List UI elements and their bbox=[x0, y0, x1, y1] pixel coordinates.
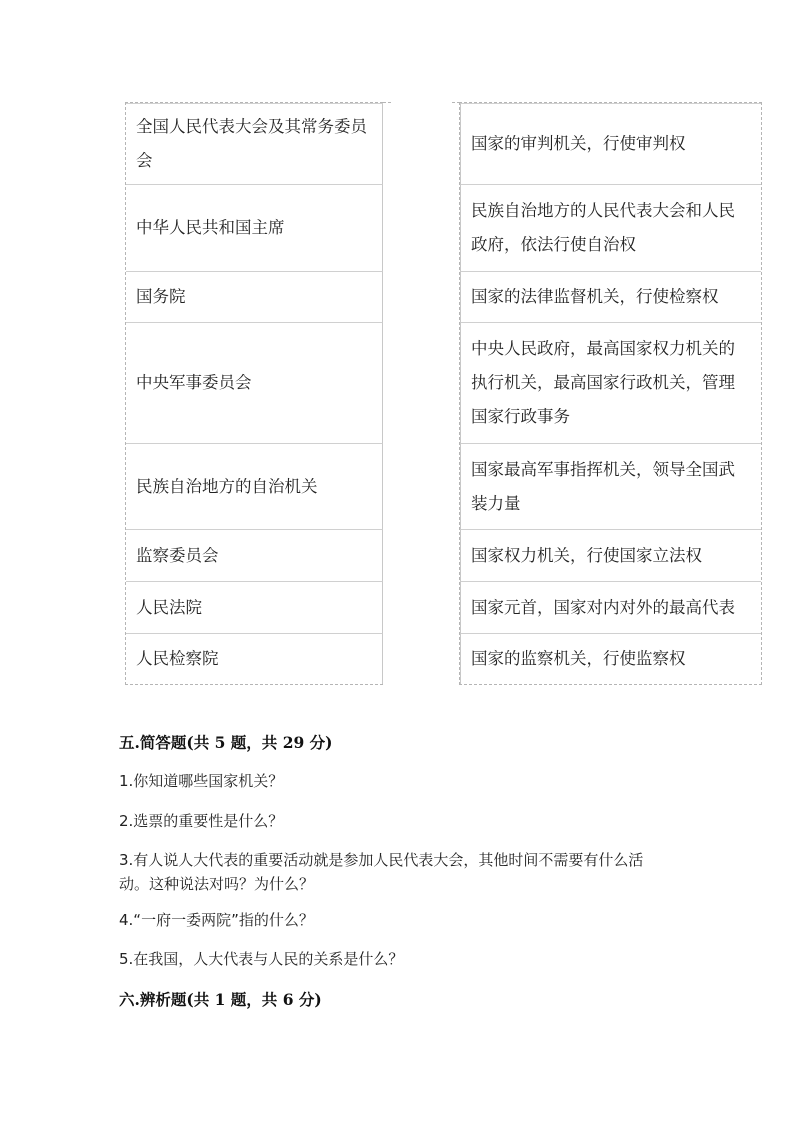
left-cell-1: 全国人民代表大会及其常务委员会 bbox=[126, 103, 383, 184]
table-edge-tick bbox=[452, 102, 460, 103]
table-edge-tick bbox=[383, 102, 391, 103]
match-table-left bbox=[125, 102, 383, 685]
section-5-heading: 五.简答题(共 5 题，共 29 分) bbox=[119, 733, 333, 752]
question-1: 1.你知道哪些国家机关？ bbox=[119, 772, 284, 790]
left-cell-7: 人民法院 bbox=[126, 581, 383, 633]
left-cell-3: 国务院 bbox=[126, 271, 383, 322]
left-cell-8: 人民检察院 bbox=[126, 633, 383, 684]
section-6-heading: 六.辨析题(共 1 题，共 6 分) bbox=[119, 990, 322, 1009]
left-cell-2: 中华人民共和国主席 bbox=[126, 184, 383, 271]
right-cell-8: 国家的监察机关，行使监察权 bbox=[460, 633, 761, 684]
left-cell-5: 民族自治地方的自治机关 bbox=[126, 443, 383, 529]
question-5: 5.在我国，人大代表与人民的关系是什么？ bbox=[119, 950, 404, 968]
right-cell-6: 国家权力机关，行使国家立法权 bbox=[460, 529, 761, 581]
match-table-right bbox=[459, 102, 762, 685]
question-3: 3.有人说人大代表的重要活动就是参加人民代表大会，其他时间不需要有什么活动。这种说法对吗？为什么？ bbox=[119, 851, 644, 893]
left-cell-6: 监察委员会 bbox=[126, 529, 383, 581]
right-cell-1: 国家的审判机关，行使审判权 bbox=[460, 103, 761, 184]
left-cell-4: 中央军事委员会 bbox=[126, 322, 383, 443]
right-cell-2: 民族自治地方的人民代表大会和人民政府，依法行使自治权 bbox=[460, 184, 761, 271]
right-cell-4: 中央人民政府，最高国家权力机关的执行机关，最高国家行政机关，管理国家行政事务 bbox=[460, 322, 761, 443]
question-4: 4.“一府一委两院”指的什么？ bbox=[119, 911, 314, 929]
right-cell-3: 国家的法律监督机关，行使检察权 bbox=[460, 271, 761, 322]
right-cell-7: 国家元首，国家对内对外的最高代表 bbox=[460, 581, 761, 633]
right-cell-5: 国家最高军事指挥机关，领导全国武装力量 bbox=[460, 443, 761, 529]
question-2: 2.选票的重要性是什么？ bbox=[119, 812, 284, 830]
